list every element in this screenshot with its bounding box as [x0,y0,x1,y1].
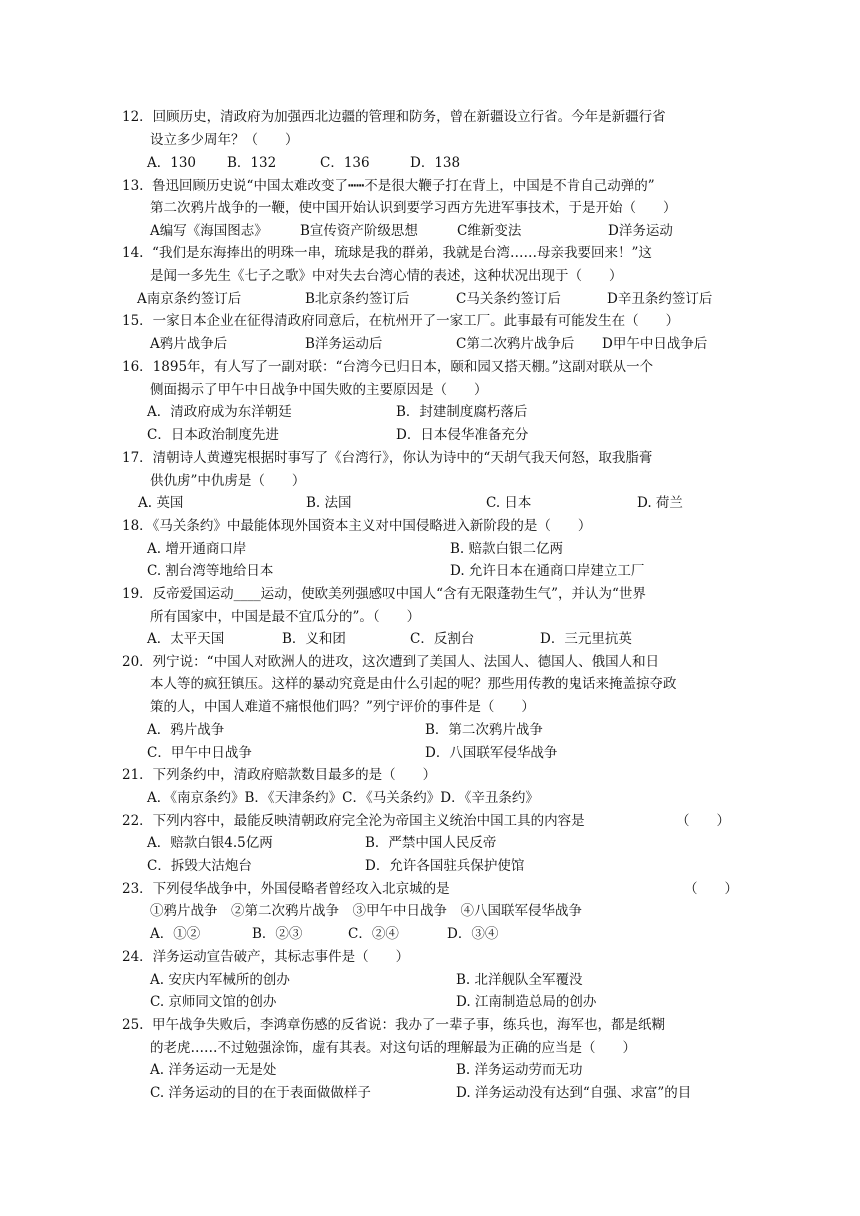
question-14-option-b: B北京条约签订后 [305,291,410,307]
question-18-option-a: A. 增开通商口岸 [147,541,247,557]
question-18-stem-line-1: 18．《马关条约》中最能体现外国资本主义对中国侵略进入新阶段的是（ ） [122,518,592,534]
question-20-option-c: C．甲午中日战争 [147,745,252,761]
question-22-option-c: C．拆毁大沽炮台 [147,858,252,874]
question-22-option-a: A．赔款白银4.5亿两 [147,835,273,851]
question-17-stem-line-2: 供仇虏”中仇虏是（ ） [150,473,306,489]
question-12-stem-line-2: 设立多少周年？（ ） [150,132,299,148]
question-12-option-a: A．130 [147,155,197,171]
question-22-option-d: D．允许各国驻兵保护使馆 [365,858,525,874]
question-16-stem-line-1: 16．1895年，有人写了一副对联：“台湾今已归日本，颐和园又搭天棚。”这副对联从一个 [122,359,654,375]
question-24-option-a: A. 安庆内军械所的创办 [150,972,290,988]
question-20-option-d: D．八国联军侵华战争 [425,745,558,761]
question-13-option-c: C维新变法 [457,223,522,239]
question-24-option-d: D. 江南制造总局的创办 [456,994,597,1010]
question-13-stem-line-2: 第二次鸦片战争的一鞭，使中国开始认识到要学习西方先进军事技术，于是开始（ ） [150,200,677,216]
question-21-stem-line-1: 21．下列条约中，清政府赔款数目最多的是（ ） [122,767,437,783]
question-13-option-a: A编写《海国图志》 [150,223,268,239]
question-14-stem-line-1: 14. “我们是东海捧出的明珠一串，琉球是我的群弟，我就是台湾……母亲我要回来！”这 [122,245,652,261]
question-16-option-b: B．封建制度腐朽落后 [396,404,528,420]
question-25-option-b: B. 洋务运动劳而无功 [456,1062,583,1078]
question-19-option-a: A．太平天国 [147,631,225,647]
question-12-option-b: B．132 [227,155,277,171]
question-13-option-b: B宣传资产阶级思想 [300,223,418,239]
question-17-option-d: D. 荷兰 [637,495,683,511]
question-21-options: A．《南京条约》B．《天津条约》C．《马关条约》D．《辛丑条约》 [147,790,539,806]
question-23-option-c: C．②④ [348,926,399,942]
question-20-option-b: B．第二次鸦片战争 [425,722,543,738]
question-24-option-c: C. 京师同文馆的创办 [150,994,277,1010]
question-15-stem-line-1: 15．一家日本企业在征得清政府同意后，在杭州开了一家工厂。此事最有可能发生在（ ） [122,313,680,329]
question-25-stem-line-1: 25. 甲午战争失败后，李鸿章伤感的反省说：我办了一辈子事，练兵也，海军也，都是纸糊 [122,1017,666,1033]
question-19-option-d: D．三元里抗英 [540,631,632,647]
question-18-option-c: C. 割台湾等地给日本 [147,563,274,579]
question-22-stem-line-1: 22．下列内容中，最能反映清朝政府完全沦为帝国主义统治中国工具的内容是 [122,813,585,829]
question-14-option-c: C马关条约签订后 [456,291,561,307]
question-23-answer-blank: （ ） [684,881,738,897]
question-15-option-a: A鸦片战争后 [150,336,228,352]
question-17-option-c: C. 日本 [486,495,532,511]
question-23-choices-list: ①鸦片战争 ②第二次鸦片战争 ③甲午中日战争 ④八国联军侵华战争 [150,903,582,919]
question-24-stem-line-1: 24．洋务运动宣告破产，其标志事件是（ ） [122,949,410,965]
question-19-option-b: B．义和团 [282,631,346,647]
question-14-stem-line-2: 是闻一多先生《七子之歌》中对失去台湾心情的表述，这种状况出现于（ ） [150,268,623,284]
question-20-stem-line-2: 本人等的疯狂镇压。这样的暴动究竟是由什么引起的呢？那些用传教的鬼话来掩盖掠夺政 [150,676,677,692]
question-15-option-c: C第二次鸦片战争后 [456,336,575,352]
question-16-option-c: C．日本政治制度先进 [147,427,279,443]
question-20-stem-line-3: 策的人，中国人难道不痛恨他们吗？”列宁评价的事件是（ ） [150,699,535,715]
question-12-option-d: D．138 [410,155,461,171]
question-23-option-b: B．②③ [252,926,303,942]
question-12-stem-line-1: 12．回顾历史，清政府为加强西北边疆的管理和防务，曾在新疆设立行省。今年是新疆行省 [122,109,666,125]
question-25-option-a: A. 洋务运动一无是处 [150,1062,277,1078]
question-22-option-b: B．严禁中国人民反帝 [365,835,497,851]
question-19-option-c: C．反割台 [410,631,475,647]
question-16-option-a: A．清政府成为东洋朝廷 [147,404,292,420]
question-15-option-d: D甲午中日战争后 [602,336,708,352]
question-14-option-d: D辛丑条约签订后 [607,291,713,307]
question-19-stem-line-1: 19．反帝爱国运动____运动，使欧美列强感叹中国人“含有无限蓬勃生气”，并认为“世界 [122,586,646,602]
question-17-stem-line-1: 17．清朝诗人黄遵宪根据时事写了《台湾行》，你认为诗中的“天胡气我天何怒，取我脂膏 [122,450,653,466]
question-25-option-d: D. 洋务运动没有达到“自强、求富”的目 [456,1085,692,1101]
question-15-option-b: B洋务运动后 [305,336,383,352]
question-13-option-d: D洋务运动 [608,223,673,239]
question-20-option-a: A．鸦片战争 [147,722,225,738]
question-18-option-d: D. 允许日本在通商口岸建立工厂 [450,563,645,579]
question-17-option-a: A. 英国 [138,495,184,511]
question-22-answer-blank: （ ） [676,813,730,829]
question-17-option-b: B. 法国 [306,495,352,511]
question-19-stem-line-2: 所有国家中，中国是最不宜瓜分的”。（ ） [150,609,421,625]
question-18-option-b: B. 赔款白银二亿两 [450,541,564,557]
question-23-option-a: A．①② [150,926,201,942]
question-25-option-c: C. 洋务运动的目的在于表面做做样子 [150,1085,371,1101]
question-13-stem-line-1: 13. 鲁迅回顾历史说“中国太难改变了┅┅不是很大鞭子打在背上，中国是不肯自己动弹的” [122,178,655,194]
question-24-option-b: B. 北洋舰队全军覆没 [456,972,583,988]
question-16-option-d: D．日本侵华准备充分 [396,427,529,443]
question-23-option-d: D．③④ [447,926,499,942]
question-23-stem-line-1: 23．下列侵华战争中，外国侵略者曾经攻入北京城的是 [122,881,450,897]
question-20-stem-line-1: 20．列宁说：“中国人对欧洲人的进攻，这次遭到了美国人、法国人、德国人、俄国人和日 [122,654,660,670]
question-14-option-a: A南京条约签订后 [137,291,242,307]
question-25-stem-line-2: 的老虎……不过勉强涂饰，虚有其表。对这句话的理解最为正确的应当是（ ） [150,1040,636,1056]
question-16-stem-line-2: 侧面揭示了甲午中日战争中国失败的主要原因是（ ） [150,382,488,398]
question-12-option-c: C．136 [320,155,370,171]
